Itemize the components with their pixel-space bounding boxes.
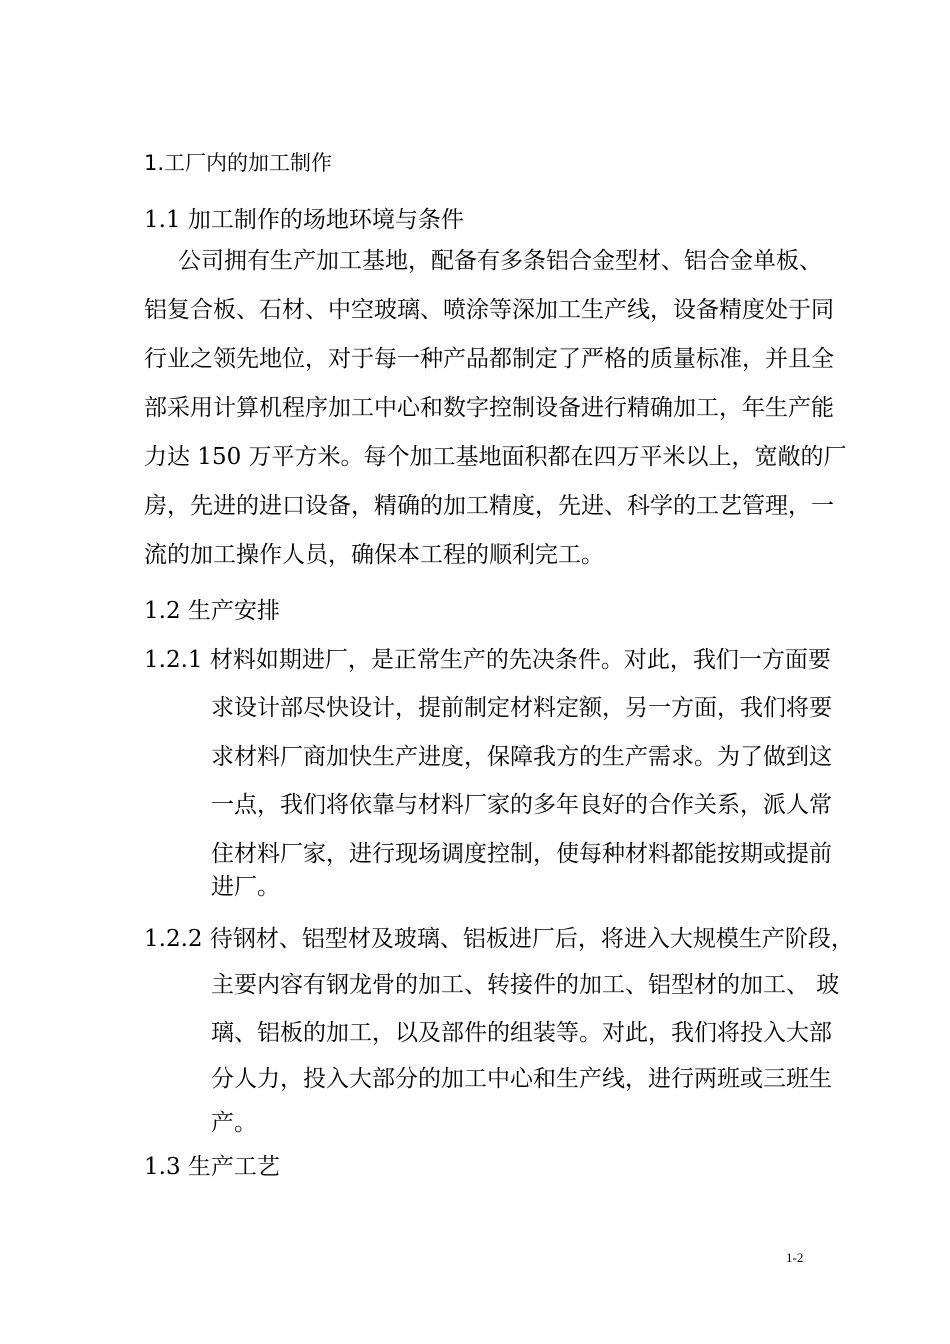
list-item-line: 求材料厂商加快生产进度，保障我方的生产需求。为了做到这 (211, 744, 832, 770)
list-item-line: 1.2.1 材料如期进厂，是正常生产的先决条件。对此，我们一方面要 (144, 647, 831, 673)
list-item-line: 进厂。 (211, 874, 280, 900)
heading: 1.工厂内的加工制作 (144, 151, 333, 175)
list-item-line: 璃、铝板的加工，以及部件的组装等。对此，我们将投入大部 (211, 1020, 832, 1046)
section-title: 1.3 生产工艺 (144, 1154, 280, 1180)
list-item-line: 住材料厂家，进行现场调度控制，使每种材料都能按期或提前 (211, 841, 832, 867)
list-item-line: 求设计部尽快设计，提前制定材料定额，另一方面，我们将要 (211, 695, 832, 721)
section-title: 1.2 生产安排 (144, 598, 280, 624)
paragraph-line: 部采用计算机程序加工中心和数字控制设备进行精确加工，年生产能 (144, 395, 834, 421)
list-item-line: 主要内容有钢龙骨的加工、转接件的加工、铝型材的加工、 玻 (211, 972, 840, 998)
list-item-line: 一点，我们将依靠与材料厂家的多年良好的合作关系，派人常 (211, 792, 832, 818)
paragraph-line: 公司拥有生产加工基地，配备有多条铝合金型材、铝合金单板、 (178, 248, 822, 274)
paragraph-line: 铝复合板、石材、中空玻璃、喷涂等深加工生产线，设备精度处于同 (144, 297, 834, 323)
list-item-line: 分人力，投入大部分的加工中心和生产线，进行两班或三班生 (211, 1066, 832, 1092)
paragraph-line: 力达 150 万平方米。每个加工基地面积都在四万平米以上，宽敞的厂 (144, 444, 847, 470)
list-item-line: 产。 (211, 1110, 257, 1136)
page-number: 1-2 (786, 1250, 804, 1265)
paragraph-line: 流的加工操作人员，确保本工程的顺利完工。 (144, 542, 604, 568)
list-item-line: 1.2.2 待钢材、铝型材及玻璃、铝板进厂后，将进入大规模生产阶段， (144, 926, 854, 952)
paragraph-line: 行业之领先地位，对于每一种产品都制定了严格的质量标准，并且全 (144, 346, 834, 372)
section-title: 1.1 加工制作的场地环境与条件 (144, 207, 464, 233)
paragraph-line: 房，先进的进口设备，精确的加工精度，先进、科学的工艺管理，一 (144, 493, 834, 519)
